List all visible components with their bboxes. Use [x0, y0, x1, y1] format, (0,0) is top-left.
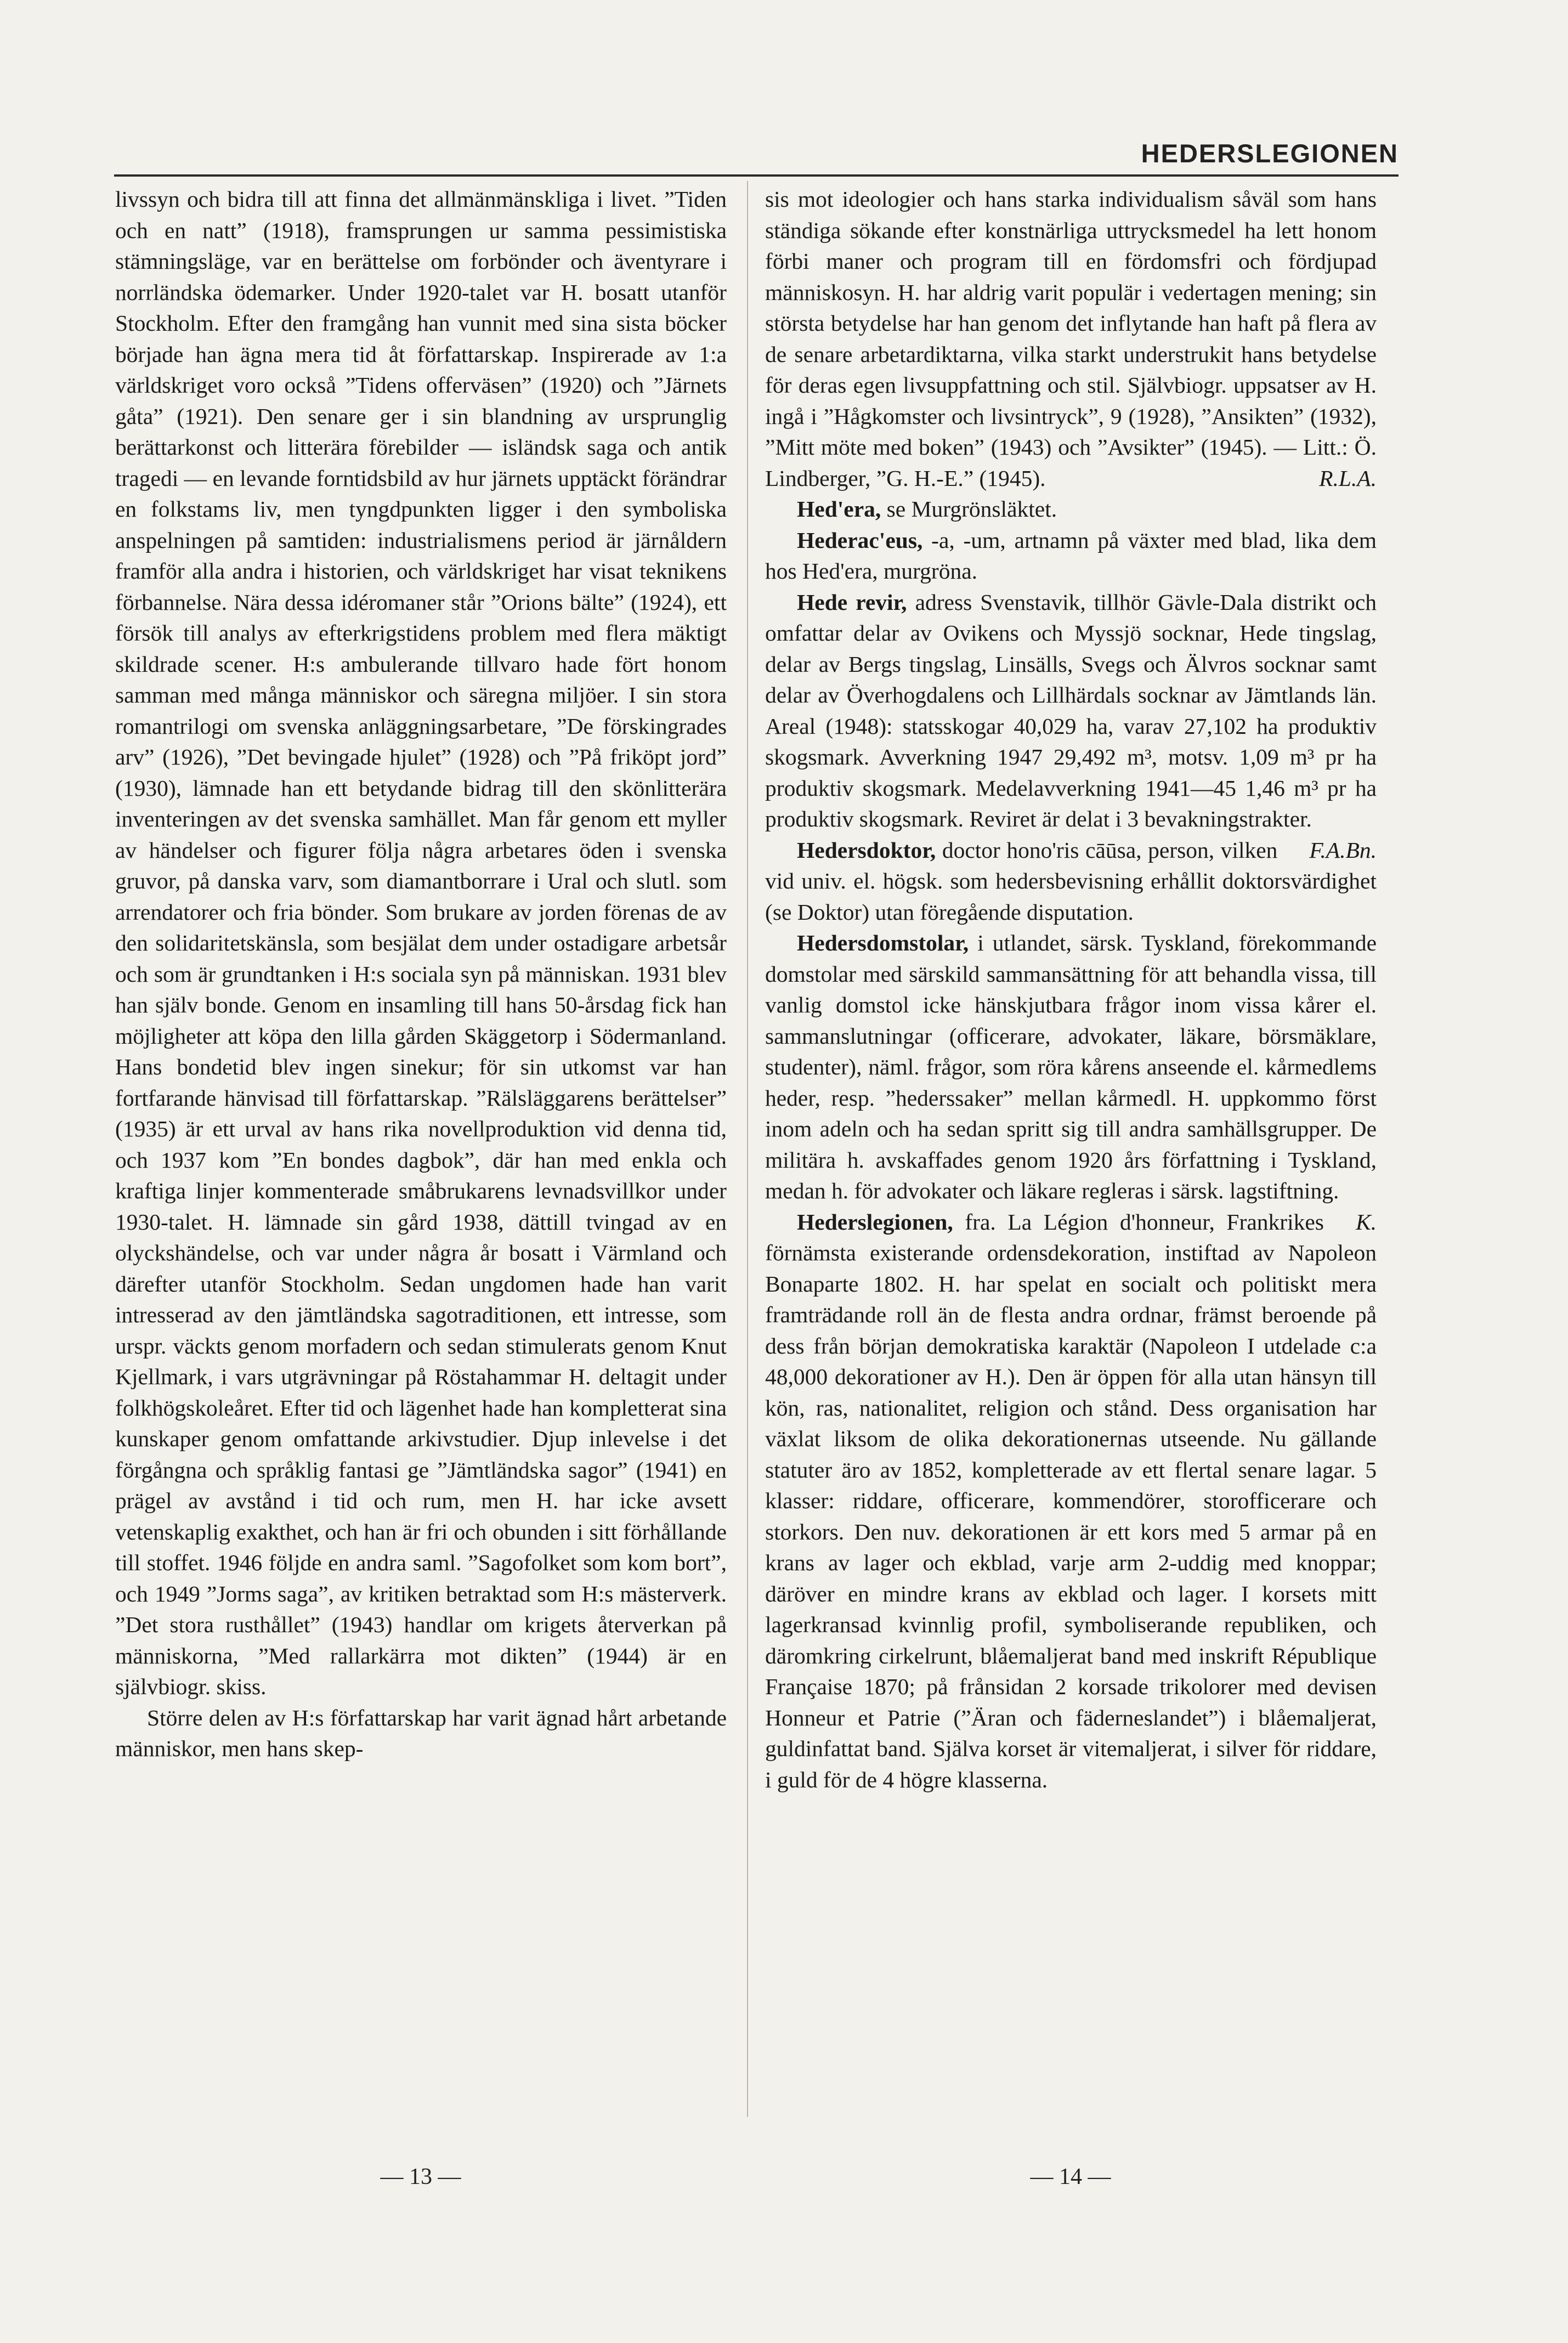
entry-hederslegionen	[765, 1207, 1377, 1796]
entry-headword: Hedersdomstolar,	[797, 930, 969, 955]
entry-text: -a, -um, artnamn på växter med blad, lika dem hos Hed'era, murgröna.	[765, 527, 1377, 584]
entry-text: adress Svenstavik, tillhör Gävle-Dala distrikt och omfattar delar av Ovikens och Myssjö socknar, Hede tingslag, delar av Bergs tingslag, Linsälls, Svegs och Älvros socknar samt delar av Överhogdalens och Lillhärdals socknar av Jämtlands län. Areal (1948): statsskogar 40,029 ha, varav 27,102 ha produktiv skogsmark. Avverkning 1947 29,492 m³, motsv. 1,09 m³ pr ha produktiv skogsmark. Medelavverkning 1941—45 1,46 m³ pr ha produktiv skogsmark. Reviret är delat i 3 bevakningstrakter.	[765, 589, 1377, 831]
right-intro-paragraph	[765, 184, 1377, 494]
left-paragraph-1: livssyn och bidra till att finna det allmänmänskliga i livet. ”Tiden och en natt” (1918), framsprungen ur samma pessimistiska stämningsläge, var en berättelse om forbönder och äventyrare i norrländska ödemarker. Under 1920-talet var H. bosatt utanför Stockholm. Efter den framgång han vunnit med sina sista böcker började han ägna mera tid åt författarskap. Inspirerade av 1:a världskriget voro också ”Tidens offerväsen” (1920) och ”Järnets gåta” (1921). Den senare ger i sin blandning av ursprunglig berättarkonst och litterära förebilder — isländsk saga och antik tragedi — en levande forntidsbild av hur järnets upptäckt förändrar en folkstams liv, men tyngdpunkten ligger i den symboliska anspelningen på samtiden: industrialismens period är järnåldern framför alla andra i historien, och världskriget har visat teknikens förbannelse. Nära dessa idéromaner står ”Orions bälte” (1924), ett försök till analys av efterkrigstidens problem med flera mäktigt skildrade scener. H:s ambulerande tillvaro hade fört honom samman med många människor och säregna miljöer. I sin stora romantrilogi om svenska anläggningsarbetare, ”De förskingrades arv” (1926), ”Det bevingade hjulet” (1928) och ”På friköpt jord” (1930), lämnade han ett betydande bidrag till den skönlitterära inventeringen av det svenska samhället. Man får genom ett myller av händelser och figurer följa några arbetares öden i svenska gruvor, på danska varv, som diamantborrare i Ural och slutl. som arrendatorer och fria bönder. Som brukare av jorden förenas de av den solidaritetskänsla, som besjälat dem under ostadigare arbetsår och som är grundtanken i H:s sociala syn på människan. 1931 blev han själv bonde. Genom en insamling till hans 50-årsdag fick han möjligheter att köpa den lilla gården Skäggetorp i Södermanland. Hans bondetid blev ingen sinekur; för sin utkomst var han fortfarande hänvisad till författarskap. ”Rälsläggarens berättelser” (1935) är ett urval av hans rika novellproduktion vid denna tid, och 1937 kom ”En bondes dagbok”, där han med enkla och kraftiga linjer kommenterade småbrukarens levnadsvillkor under 1930-talet. H. lämnade sin gård 1938, dättill tvingad av en olyckshändelse, och var under några år bosatt i Värmland och därefter utanför Stockholm. Sedan ungdomen hade han varit intresserad av den jämtländska sagotraditionen, ett intresse, som urspr. väckts genom morfadern och sedan stimulerats genom Knut Kjellmark, i vars utgrävningar på Röstahammar H. deltagit under folkhögskoleåret. Efter tid och lägenhet hade han kompletterat sina kunskaper genom omfattande arkivstudier. Djup inlevelse i det förgångna och språklig fantasi ge ”Jämtländska sagor” (1941) en prägel av avstånd i tid och rum, men H. har icke avsett vetenskaplig exakthet, och han är fri och obunden i sitt förhållande till stoffet. 1946 följde en andra saml. ”Sagofolket som kom bort”, och 1949 ”Jorms saga”, av kritiken betraktad som H:s mästerverk. ”Det stora rusthållet” (1943) handlar om krigets återverkan på människorna, ”Med rallarkärra mot dikten” (1944) är en självbiogr. skiss.	[115, 186, 727, 1699]
intro-text: sis mot ideologier och hans starka individualism såväl som hans ständiga sökande efter konstnärliga uttrycksmedel ha lett honom förbi maner och program till en fördomsfri och fördjupad människosyn. H. har aldrig varit populär i vedertagen mening; sin största betydelse har han genom det inflytande han haft på flera av de senare arbetardiktarna, vilka starkt understrukit hans betydelse för deras egen livsuppfattning och stil. Självbiogr. uppsatser av H. ingå i ”Hågkomster och livsintryck”, 9 (1928), ”Ansikten” (1932), ”Mitt möte med boken” (1943) och ”Avsikter” (1945). — Litt.: Ö. Lindberger, ”G. H.-E.” (1945).	[765, 186, 1377, 491]
entry-headword: Hede revir,	[797, 589, 907, 615]
header-rule	[114, 174, 1399, 177]
intro-signature: R.L.A.	[1319, 465, 1377, 491]
page-number-left: — 13 —	[380, 2164, 461, 2189]
entry-headword: Hedersdoktor,	[797, 837, 936, 863]
entry-hederaceus	[765, 525, 1377, 587]
entry-headword: Hederslegionen,	[797, 1209, 953, 1235]
entry-text: doctor hono'ris cāūsa, person, vilken vid univ. el. högsk. som hedersbevisning erhållit doktorsvärdighet (se Doktor) utan föregående disputation.	[765, 837, 1377, 925]
entry-hedera	[765, 494, 1377, 525]
running-title: HEDERSLEGIONEN	[1141, 139, 1399, 168]
column-divider	[747, 181, 748, 2117]
entry-signature: F.A.Bn.	[1309, 837, 1377, 863]
entry-text: se Murgrönsläktet.	[881, 496, 1057, 522]
page-number-right: — 14 —	[1030, 2164, 1111, 2189]
entry-text: i utlandet, särsk. Tyskland, förekommande domstolar med särskild sammansättning för att behandla vissa, till vanlig domstol icke hänskjutbara frågor inom vissa kårer el. sammanslutningar (officerare, advokater, läkare, börsmäklare, studenter), näml. frågor, som röra kårens anseende el. kårmedlems heder, resp. ”hederssaker” mellan kårmedl. H. uppkommo först inom adeln och ha sedan spritt sig till andra samhällsgrupper. De militära h. avskaffades genom 1920 års författning i Tyskland, medan h. för advokater och läkare regleras i särsk. lagstiftning.	[765, 930, 1377, 1203]
left-column	[115, 184, 727, 1764]
entry-text: fra. La Légion d'honneur, Frankrikes förnämsta existerande ordensdekoration, instiftad av Napoleon Bonaparte 1802. H. har spelat en socialt och politiskt mera framträdande roll än de flesta andra ordnar, främst beroende på dess från början demokratiska karaktär (Napoleon I utdelade c:a 48,000 dekorationer av H.). Den är öppen för alla utan hänsyn till kön, ras, nationalitet, religion och stånd. Dess organisation har växlat liksom de olika dekorationernas utseende. Nu gällande statuter äro av 1852, kompletterade av ett flertal senare lagar. 5 klasser: riddare, officerare, kommendörer, storofficerare och storkors. Den nuv. dekorationen är ett kors med 5 armar på en krans av lager och ekblad, varje arm 2-uddig med knoppar; däröver en mindre krans av ekblad och lager. I korsets mitt lagerkransad kvinnlig profil, symboliserande republiken, och däromkring cirkelrunt, blåemaljerat band med inskrift République Française 1870; på frånsidan 2 korsade trikolorer med devisen Honneur et Patrie (”Äran och fäderneslandet”) i blåemaljerat, guldinfattat band. Själva korset är vitemaljerat, i silver för riddare, i guld för de 4 högre klasserna.	[765, 1209, 1377, 1792]
right-column	[765, 184, 1377, 1795]
entry-headword: Hederac'eus,	[797, 527, 923, 553]
entry-signature: K.	[1355, 1209, 1377, 1235]
entry-headword: Hed'era,	[797, 496, 881, 522]
left-paragraph-2: Större delen av H:s författarskap har varit ägnad hårt arbetande människor, men hans skep-	[115, 1705, 727, 1761]
